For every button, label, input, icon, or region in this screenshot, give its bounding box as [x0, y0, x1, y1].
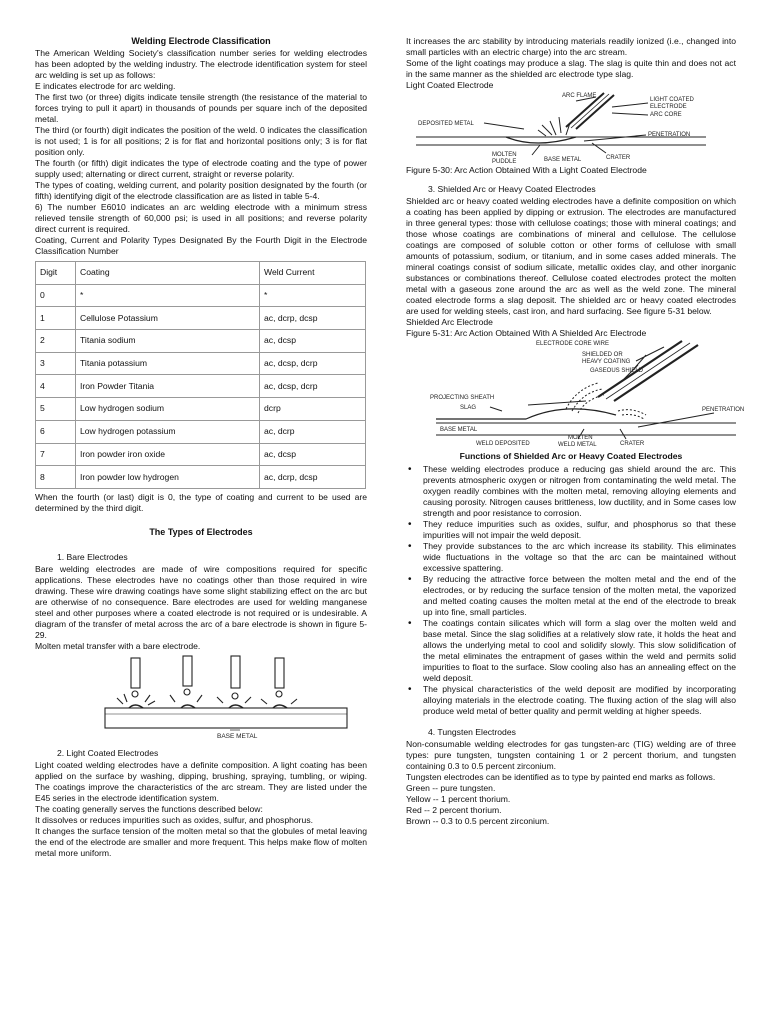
fig-531-label: CRATER	[620, 441, 645, 447]
table-cell: 4	[36, 375, 76, 398]
figure-5-30-caption: Figure 5-30: Arc Action Obtained With a Light Coated Electrode	[406, 165, 647, 175]
fig-530-label: PUDDLE	[492, 159, 517, 165]
tungsten-text-1: Non-consumable welding electrodes for gas tungsten-arc (TIG) welding are of three types: pure tungsten, tungsten containing 1 or 2 percent thorium, and tungsten containing 0.3 to 0.5 percent zirconium.	[406, 739, 736, 771]
table-row	[36, 307, 366, 330]
table-caption: Coating, Current and Polarity Types Designated By the Fourth Digit in the Electrode Classification Number	[35, 235, 367, 256]
light-coated-cont-1: It increases the arc stability by introducing materials readily ionized (i.e., changed into small particles with an electric charge) into the arc stream.	[406, 36, 736, 57]
light-coated-text-2: The coating generally serves the functions described below:	[35, 803, 263, 814]
types-title: The Types of Electrodes	[149, 526, 253, 537]
fig-531-label: MOLTEN	[568, 435, 593, 441]
table-cell: Low hydrogen potassium	[76, 420, 260, 443]
light-coated-text-1: Light coated welding electrodes have a definite composition. A light coating has been applied on the surface by washing, dipping, brushing, spraying, tumbling, or wiping. The coatings improve the characteristics of the arc stream. They are listed under the E45 series in the electrode identification system.	[35, 759, 367, 803]
fig-531-label: SHIELDED OR	[582, 352, 623, 358]
table-row	[36, 466, 366, 489]
table-cell: ac, dcsp	[260, 443, 366, 466]
table-row	[36, 375, 366, 398]
doc-title: Welding Electrode Classification	[131, 36, 271, 46]
list-item: • They provide substances to the arc which increase its stability. This eliminates wide fluctuations in the voltage so that the arc can be maintained without excessive spattering.	[406, 541, 736, 574]
intro-paragraph-6: The types of coating, welding current, and polarity position designated by the fourth (or fifth) identifying digit of the electrode classification are as listed in table 5-4.	[35, 180, 367, 201]
table-cell: 3	[36, 352, 76, 375]
table-cell: Iron Powder Titania	[76, 375, 260, 398]
fig-530-label: DEPOSITED METAL	[418, 121, 474, 127]
table-cell: 5	[36, 398, 76, 421]
tungsten-color-red: Red -- 2 percent thorium.	[406, 805, 502, 815]
tungsten-heading: 4. Tungsten Electrodes	[428, 727, 516, 737]
fig-530-label: CRATER	[606, 155, 631, 161]
intro-paragraph-3: The first two (or three) digits indicate tensile strength (the resistance of the material to forces trying to pull it apart) in thousands of pounds per square inch of the deposited metal.	[35, 92, 367, 124]
table-header-cell: Digit	[36, 262, 76, 285]
table-cell: Iron powder iron oxide	[76, 443, 260, 466]
table-cell: dcrp	[260, 398, 366, 421]
light-coated-electrode-label: Light Coated Electrode	[406, 80, 494, 90]
table-row	[36, 398, 366, 421]
fig-531-label: SLAG	[460, 405, 477, 411]
list-item: • These welding electrodes produce a reducing gas shield around the arc. This prevents atmospheric oxygen or nitrogen from contaminating the weld metal. The oxygen readily combines with the molten metal, removing alloying elements and causing porosity. Nitrogen causes brittleness, low ductility, and in Some cases low strength and poor resistance to corrosion.	[406, 464, 736, 519]
tungsten-text-2: Tungsten electrodes can be identified as to type by painted end marks as follows.	[406, 772, 716, 782]
tungsten-color-brown: Brown -- 0.3 to 0.5 percent zirconium.	[406, 816, 550, 826]
intro-paragraph-5: The fourth (or fifth) digit indicates the type of electrode coating and the type of power supply used; alternating or direct current, straight or reverse polarity.	[35, 158, 367, 179]
table-cell: ac, dcsp, dcrp	[260, 352, 366, 375]
functions-list	[406, 464, 736, 717]
table-row	[36, 420, 366, 443]
light-coated-heading: 2. Light Coated Electrodes	[57, 747, 159, 758]
intro-paragraph-2: E indicates electrode for arc welding.	[35, 81, 176, 91]
bare-electrodes-caption: Molten metal transfer with a bare electrode.	[35, 640, 201, 651]
fig-530-label: PENETRATION	[648, 132, 691, 138]
table-cell: ac, dcsp	[260, 330, 366, 353]
intro-paragraph-7: 6) The number E6010 indicates an arc welding electrode with a minimum stress relieved tensile strength of 60,000 psi; is used in all positions; and reverse polarity direct current is required.	[35, 202, 367, 234]
left-column	[35, 36, 367, 859]
electrode-table	[35, 261, 366, 489]
table-cell: Iron powder low hydrogen	[76, 466, 260, 489]
shielded-heading: 3. Shielded Arc or Heavy Coated Electrodes	[428, 184, 596, 194]
table-row	[36, 443, 366, 466]
table-cell: Titania sodium	[76, 330, 260, 353]
fig-531-label: PENETRATION	[702, 407, 745, 413]
table-cell: 7	[36, 443, 76, 466]
list-item: • The coatings contain silicates which will form a slag over the molten weld and base metal. Since the slag solidifies at a relatively slow rate, it holds the heat and allows the underlying metal to cool and solidify slowly. This slow solidification of the metal eliminates the entrapment of gases within the weld and permits solid impurities to float to the surface. Slow cooling also has an annealing effect on the weld deposit.	[406, 618, 736, 684]
figure-5-31-caption: Figure 5-31: Arc Action Obtained With A Shielded Arc Electrode	[406, 328, 647, 338]
list-item: • They reduce impurities such as oxides, sulfur, and phosphorus so that these impurities will not impair the weld deposit.	[406, 519, 736, 541]
light-coated-cont-2: Some of the light coatings may produce a slag. The slag is quite thin and does not act in the same manner as the shielded arc electrode type slag.	[406, 58, 736, 79]
bare-electrodes-heading: 1. Bare Electrodes	[57, 551, 128, 562]
tungsten-color-yellow: Yellow -- 1 percent thorium.	[406, 794, 511, 804]
fig-530-label: ARC FLAME	[562, 93, 597, 99]
fig-531-label: BASE METAL	[440, 427, 478, 433]
fig-531-label: PROJECTING SHEATH	[430, 395, 495, 401]
table-cell: 6	[36, 420, 76, 443]
table-cell: Low hydrogen sodium	[76, 398, 260, 421]
shielded-arc-electrode-label: Shielded Arc Electrode	[406, 317, 493, 327]
table-header-cell: Coating	[76, 262, 260, 285]
fig-530-label: ARC CORE	[650, 112, 682, 118]
figure-5-30-light-coated-diagram	[406, 91, 736, 165]
after-table-note: When the fourth (or last) digit is 0, the type of coating and current to be used are determined by the third digit.	[35, 491, 367, 513]
table-cell: ac, dcrp	[260, 420, 366, 443]
intro-paragraph-1: The American Welding Society's classification number series for welding electrodes has been adopted by the welding industry. The electrode identification system for steel arc welding is set up as follows:	[35, 48, 367, 80]
table-cell: Titania potassium	[76, 352, 260, 375]
functions-title: Functions of Shielded Arc or Heavy Coated Electrodes	[459, 451, 683, 461]
table-row	[36, 284, 366, 307]
table-cell: 2	[36, 330, 76, 353]
bare-electrodes-text: Bare welding electrodes are made of wire compositions required for specific applications. These electrodes have no coatings other than those required in wire drawing. These wire drawing coatings have some slight stabilizing effect on the arc but are otherwise of no consequence. Bare electrodes are used for welding manganese steel and other purposes where a coated electrode is not required or is undesirable. A diagram of the transfer of metal across the arc of a bare electrode is shown in figure 5-29.	[35, 563, 367, 640]
light-coated-text-4: It changes the surface tension of the molten metal so that the globules of metal leaving the end of the electrode are smaller and more frequent. This helps make flow of molten metal more uniform.	[35, 825, 367, 858]
light-coated-text-3: It dissolves or reduces impurities such as oxides, sulfur, and phosphorus.	[35, 814, 314, 825]
table-cell: *	[260, 284, 366, 307]
table-row	[36, 352, 366, 375]
table-cell: 0	[36, 284, 76, 307]
fig-531-label: GASEOUS SHIELD	[590, 368, 644, 374]
fig-530-label: ELECTRODE	[650, 104, 687, 110]
table-cell: 8	[36, 466, 76, 489]
table-cell: *	[76, 284, 260, 307]
tungsten-color-green: Green -- pure tungsten.	[406, 783, 496, 793]
fig-530-label: BASE METAL	[544, 157, 582, 163]
fig-531-label: HEAVY COATING	[582, 359, 631, 365]
shielded-text: Shielded arc or heavy coated welding electrodes have a definite composition on which a coating has been applied by dipping or extrusion. The electrodes are manufactured in three general types: those with cellulose coatings; those with mineral coatings; and those whose coatings are combinations of mineral and cellulose. The cellulose coatings are composed of soluble cotton or other forms of cellulose with small amounts of potassium, sodium, or titanium, and in some cases added minerals. The mineral coatings consist of sodium silicate, metallic oxides clay, and other inorganic substances or combinations thereof. Cellulose coated electrodes protect the molten metal with a gaseous zone around the arc as well as the weld zone. The mineral coated electrode forms a slag deposit. The shielded arc or heavy coated electrodes are used for welding steels, cast iron, and hard surfacing. See figure 5-31 below.	[406, 196, 736, 316]
table-header-row	[36, 262, 366, 285]
fig-531-label: WELD METAL	[558, 442, 597, 448]
table-cell: ac, dcrp, dcsp	[260, 466, 366, 489]
fig-530-label: LIGHT COATED	[650, 97, 694, 103]
figure-5-31-shielded-arc-diagram	[406, 339, 745, 449]
table-row	[36, 330, 366, 353]
figure-5-29-bare-electrode-diagram	[35, 652, 367, 744]
table-cell: ac, dcrp, dcsp	[260, 307, 366, 330]
table-cell: 1	[36, 307, 76, 330]
fig-531-label: ELECTRODE CORE WIRE	[536, 341, 610, 347]
fig-530-label: MOLTEN	[492, 152, 517, 158]
fig-531-label: WELD DEPOSITED	[476, 441, 530, 447]
list-item: • The physical characteristics of the weld deposit are modified by incorporating alloying materials in the electrode coating. The fluxing action of the slag will also produce weld metal of better quality and permit welding at higher speeds.	[406, 684, 736, 717]
table-header-cell: Weld Current	[260, 262, 366, 285]
intro-paragraph-4: The third (or fourth) digit indicates the position of the weld. 0 indicates the classification is not used; 1 is for all positions; 2 is for flat and horizontal positions only; 3 is for flat position only.	[35, 125, 367, 157]
fig-529-base-metal-label: BASE METAL	[217, 732, 258, 740]
list-item: • By reducing the attractive force between the molten metal and the end of the electrodes, or by reducing the surface tension of the molten metal, the vaporized and melted coating causes the molten metal at the end of the electrode to break up into fine, small particles.	[406, 574, 736, 618]
table-cell: ac, dcsp, dcrp	[260, 375, 366, 398]
right-column	[406, 36, 745, 827]
table-cell: Cellulose Potassium	[76, 307, 260, 330]
